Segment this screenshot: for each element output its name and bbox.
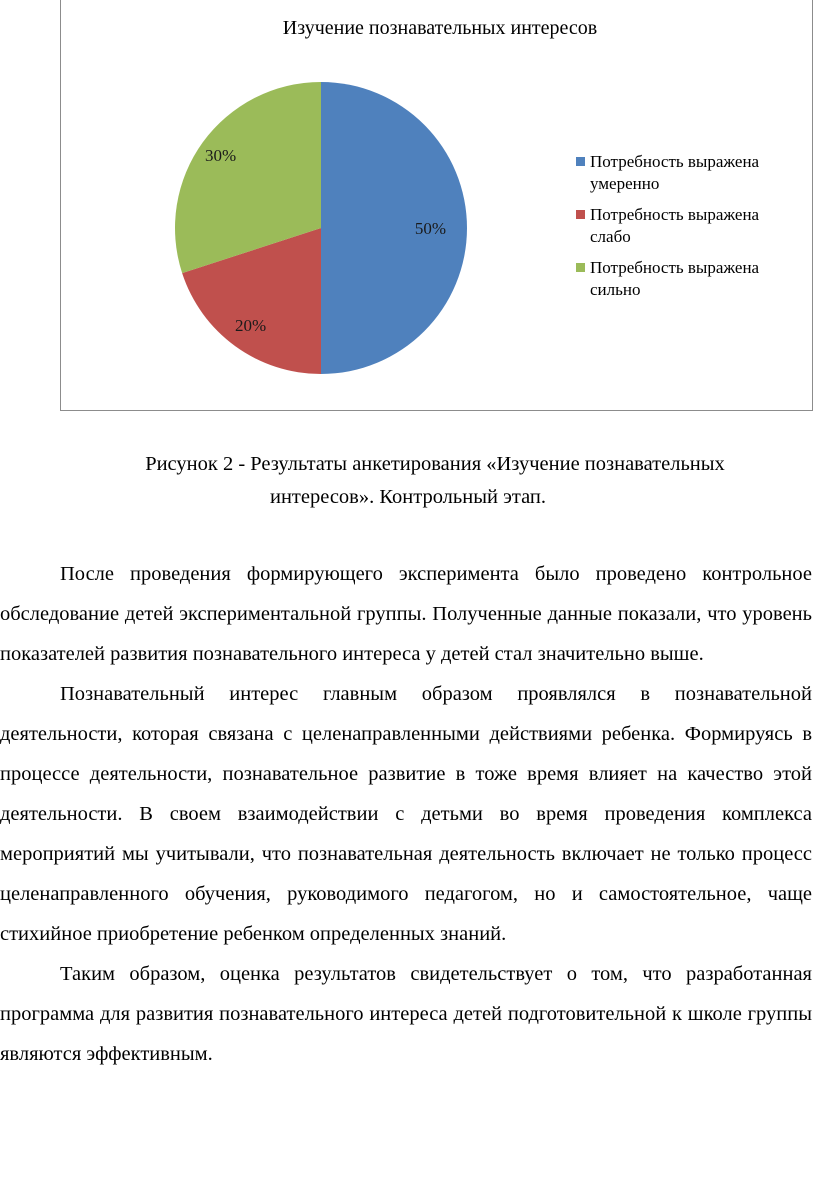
legend-label: слабо — [590, 227, 631, 246]
caption-line-1: Рисунок 2 - Результаты анкетирования «Изучение познавательных — [145, 453, 725, 475]
paragraph-1: После проведения формирующего эксперимента было проведено контрольное обследование детей экспериментальной группы. Полученные данные показали, что уровень показателей развития познавательного интереса у детей стал значительно выше. — [0, 563, 812, 665]
chart-frame — [60, 0, 813, 411]
pie-chart — [61, 0, 814, 411]
legend-swatch — [576, 157, 585, 166]
chart-title: Изучение познавательных интересов — [282, 17, 598, 39]
paragraph-3: Таким образом, оценка результатов свидетельствует о том, что разработанная программа для развития познавательного интереса детей подготовительной к школе группы являются эффективным. — [0, 963, 812, 1065]
legend-swatch — [576, 210, 585, 219]
legend-label: Потребность выражена — [590, 205, 760, 224]
legend-label: Потребность выражена — [590, 152, 760, 171]
legend-label: сильно — [590, 280, 641, 299]
slice-label: 20% — [235, 315, 267, 335]
slice-label: 30% — [205, 146, 237, 166]
figure-caption — [0, 448, 816, 514]
paragraph-2: Познавательный интерес главным образом проявлялся в познавательной деятельности, которая связана с целенаправленными действиями ребенка. Формируясь в процессе деятельности, познавательное развитие в тоже время влияет на качество этой деятельности. В своем взаимодействии с детьми во время проведения комплекса мероприятий мы учитывали, что познавательная деятельность включает не только процесс целенаправленного обучения, руководимого педагогом, но и самостоятельное, чаще стихийное приобретение ребенком определенных знаний. — [0, 683, 812, 945]
caption-line-2: интересов». Контрольный этап. — [269, 486, 547, 508]
slice-label: 50% — [414, 219, 447, 238]
legend-label: Потребность выражена — [590, 258, 760, 277]
legend-label: умеренно — [590, 174, 660, 193]
legend-swatch — [576, 263, 585, 272]
body-text — [0, 554, 812, 1074]
